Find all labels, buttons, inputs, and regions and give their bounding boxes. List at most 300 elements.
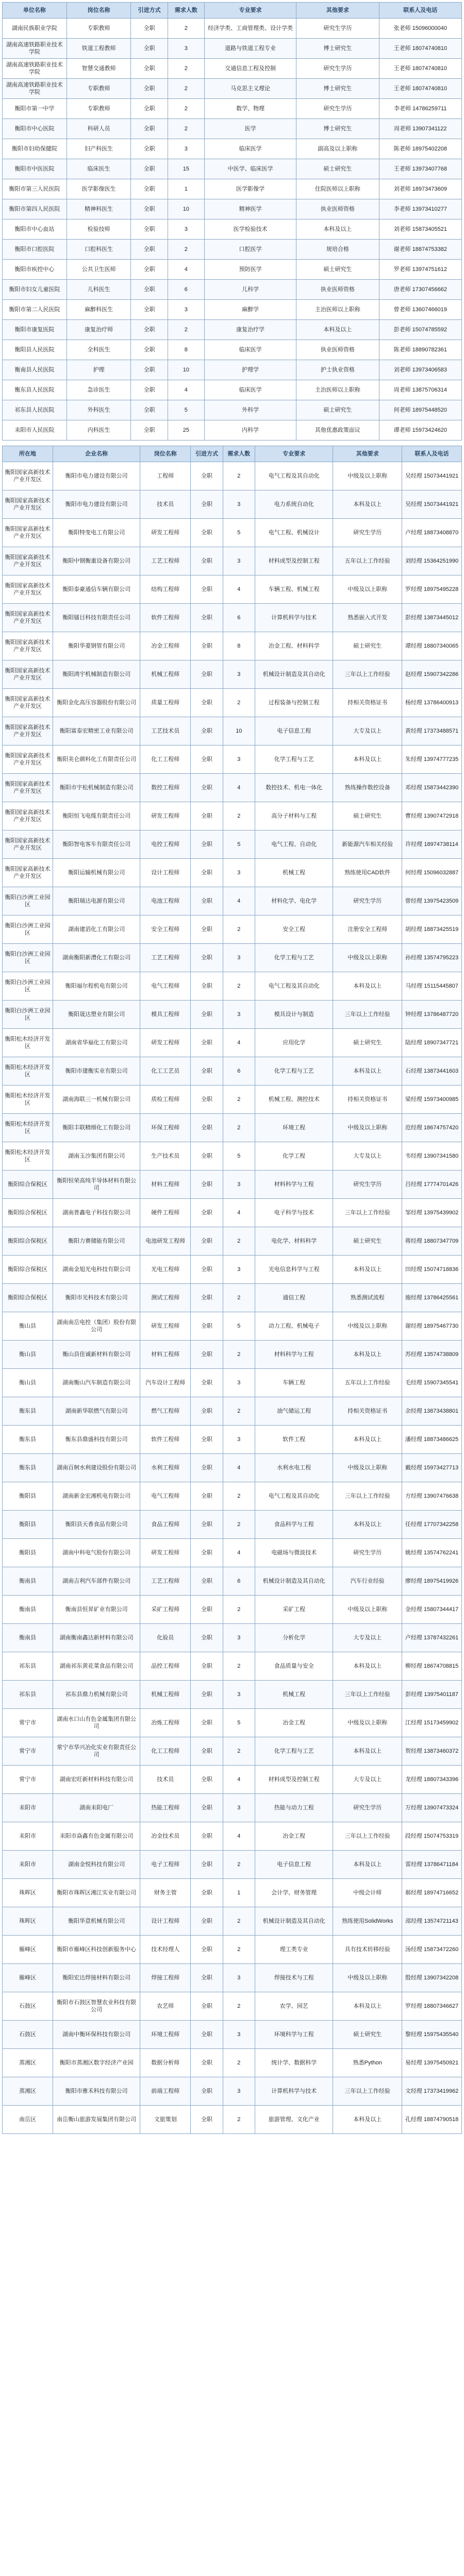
table-row — [3, 1794, 462, 1822]
table-cell: 衡东县 — [3, 1426, 53, 1454]
table-cell: 博士研究生 — [296, 119, 379, 139]
table-cell: 环境工程 — [255, 1114, 333, 1142]
table-cell: 2 — [223, 1341, 255, 1369]
table-cell: 陈老师 18975402208 — [379, 139, 461, 159]
table-cell: 邵经理 13574721143 — [402, 1907, 462, 1936]
table-cell: 衡阳国家高新技术产业开发区 — [3, 831, 53, 859]
table-row — [3, 1256, 462, 1284]
table-cell: 全职 — [131, 159, 168, 179]
table-cell: 3 — [223, 547, 255, 575]
table-cell: 全职 — [191, 1086, 223, 1114]
table-cell: 陆经理 18907347721 — [402, 1029, 462, 1057]
table-cell: 衡东县 — [3, 1397, 53, 1426]
table-cell: 祁东县人民医院 — [3, 400, 67, 420]
table-cell: 湖南高速铁路职业技术学院 — [3, 39, 67, 59]
table-cell: 研究生学历 — [333, 887, 402, 916]
table-cell: 常宁市 — [3, 1737, 53, 1766]
table-cell: 三年以上工作经验 — [333, 1482, 402, 1511]
table-cell: 材料科学与工程 — [255, 1341, 333, 1369]
table-cell: 化学工程与工艺 — [255, 745, 333, 774]
table-cell: 检验技师 — [67, 219, 131, 240]
table-cell: 全职 — [131, 300, 168, 320]
table-cell: 妇产科医生 — [67, 139, 131, 159]
table-cell: 设计工程师 — [140, 1907, 191, 1936]
table-cell: 本科及以上 — [333, 972, 402, 1001]
table-cell: 熟练使用CAD软件 — [333, 859, 402, 887]
table-cell: 朱经理 13974777235 — [402, 745, 462, 774]
table-cell: 3 — [223, 660, 255, 689]
table-cell: 衡阳美仑颜料化工有限责任公司 — [53, 745, 140, 774]
table-cell: 电池工程师 — [140, 887, 191, 916]
table-cell: 柳经理 18674708815 — [402, 1652, 462, 1681]
table-cell: 1 — [168, 179, 204, 199]
table-cell: 理工类专业 — [255, 1936, 333, 1964]
table-cell: 全职 — [191, 2049, 223, 2077]
table-cell: 副高及以上职称 — [296, 139, 379, 159]
table-cell: 湖南省华福化工有限公司 — [53, 1029, 140, 1057]
table-cell: 临床医学 — [205, 340, 296, 360]
table-cell: 衡阳市宇松机械制造有限公司 — [53, 774, 140, 802]
table-cell: 油气储运工程 — [255, 1397, 333, 1426]
table-cell: 2 — [168, 19, 204, 39]
table-cell: 化工工程师 — [140, 1737, 191, 1766]
table-cell: 全职 — [191, 1907, 223, 1936]
table-cell: 5 — [223, 1142, 255, 1171]
table-cell: 持相关资格证书 — [333, 689, 402, 717]
table-cell: 大专及以上 — [333, 717, 402, 745]
table-cell: 雁峰区 — [3, 1936, 53, 1964]
table-cell: 衡阳晟达塑业有限公司 — [53, 1001, 140, 1029]
table-cell: 持相关资格证书 — [333, 1397, 402, 1426]
table-cell: 前端工程师 — [140, 2077, 191, 2106]
table-cell: 冶金工程师 — [140, 632, 191, 660]
table-row — [3, 360, 462, 380]
table-cell: 衡阳华菱钢管有限公司 — [53, 632, 140, 660]
table-cell: 谢老师 18874753382 — [379, 240, 461, 260]
table-row — [3, 604, 462, 632]
table-cell: 常宁市华兴冶化实业有限责任公司 — [53, 1737, 140, 1766]
table-cell: 郝经理 18974716652 — [402, 1879, 462, 1907]
table-row — [3, 632, 462, 660]
table-cell: 衡阳县天香食品有限公司 — [53, 1511, 140, 1539]
table-cell: 4 — [168, 260, 204, 280]
table-cell: 研究生学历 — [333, 1539, 402, 1567]
table-row — [3, 1766, 462, 1794]
table-cell: 交通信息工程及控制 — [205, 59, 296, 79]
table-cell: 5 — [223, 831, 255, 859]
table-cell: 曾经理 13975423509 — [402, 887, 462, 916]
table-cell: 三年以上工作经验 — [333, 660, 402, 689]
column-header: 所在地 — [3, 446, 53, 462]
table-cell: 研究生学历 — [296, 59, 379, 79]
table-cell: 农学、园艺 — [255, 1992, 333, 2021]
column-header: 联系人及电话 — [402, 446, 462, 462]
table-cell: 采矿工程师 — [140, 1596, 191, 1624]
table-cell: 全职 — [191, 660, 223, 689]
table-cell: 雷经理 13786471184 — [402, 1851, 462, 1879]
table-cell: 衡阳国家高新技术产业开发区 — [3, 519, 53, 547]
table-row — [3, 420, 462, 440]
table-cell: 2 — [223, 1992, 255, 2021]
table-cell: 湖南衡阳新澧化工有限公司 — [53, 944, 140, 972]
table-cell: 衡阳国家高新技术产业开发区 — [3, 745, 53, 774]
table-cell: 口腔科医生 — [67, 240, 131, 260]
table-cell: 江经理 15173459902 — [402, 1709, 462, 1737]
table-cell: 数学、物理 — [205, 99, 296, 119]
table-row — [3, 1737, 462, 1766]
table-cell: 衡山县 — [3, 1341, 53, 1369]
table-row — [3, 490, 462, 519]
table-cell: 全职 — [191, 1624, 223, 1652]
table-row — [3, 831, 462, 859]
table-cell: 全职 — [191, 745, 223, 774]
table-cell: 大专及以上 — [333, 1624, 402, 1652]
table-cell: 中级及以上职称 — [333, 1454, 402, 1482]
table-cell: 本科及以上 — [333, 1426, 402, 1454]
table-cell: 衡南县 — [3, 1624, 53, 1652]
table-cell: 采矿工程 — [255, 1596, 333, 1624]
table-row — [3, 1511, 462, 1539]
table-cell: 全职 — [131, 179, 168, 199]
table-cell: 中级及以上职称 — [333, 575, 402, 604]
table-cell: 道路与铁道工程专业 — [205, 39, 296, 59]
table-cell: 研发工程师 — [140, 1312, 191, 1341]
table-cell: 大专及以上 — [333, 1766, 402, 1794]
table-cell: 临床医学 — [205, 380, 296, 400]
table-cell: 孔经理 18874790518 — [402, 2106, 462, 2134]
table-cell: 赵经理 15907342286 — [402, 660, 462, 689]
table-cell: 全职 — [191, 1001, 223, 1029]
table-cell: 全职 — [191, 1256, 223, 1284]
table-cell: 刘老师 15873405521 — [379, 219, 461, 240]
table-cell: 祁东县鼎力机械有限公司 — [53, 1681, 140, 1709]
table-cell: 珠晖区 — [3, 1907, 53, 1936]
table-cell: 临床医生 — [67, 159, 131, 179]
column-header: 专业要求 — [255, 446, 333, 462]
table-cell: 4 — [223, 887, 255, 916]
table-cell: 全职 — [191, 1369, 223, 1397]
table-cell: 衡阳恒荣高纯半导体材料有限公司 — [53, 1171, 140, 1199]
table-cell: 工艺工程师 — [140, 547, 191, 575]
table-cell: 计算机科学与技术 — [255, 604, 333, 632]
table-cell: 硕士研究生 — [333, 1029, 402, 1057]
table-row — [3, 1936, 462, 1964]
table-cell: 2 — [223, 1114, 255, 1142]
table-cell: 化工工艺员 — [140, 1057, 191, 1086]
table-cell: 测试工程师 — [140, 1284, 191, 1312]
table-cell: 衡阳国家高新技术产业开发区 — [3, 689, 53, 717]
table-cell: 衡阳市光科技术有限公司 — [53, 1284, 140, 1312]
table-cell: 光电信息科学与工程 — [255, 1256, 333, 1284]
table-cell: 技术经理人 — [140, 1936, 191, 1964]
table-cell: 3 — [223, 944, 255, 972]
table-row — [3, 1284, 462, 1312]
table-cell: 3 — [223, 1171, 255, 1199]
table-cell: 机械工程师 — [140, 1681, 191, 1709]
column-header: 引进方式 — [191, 446, 223, 462]
table-cell: 4 — [223, 1766, 255, 1794]
table-cell: 全职 — [191, 2077, 223, 2106]
table-row — [3, 1681, 462, 1709]
table-cell: 15 — [168, 159, 204, 179]
table-cell: 大专及以上 — [333, 1142, 402, 1171]
table-cell: 电气工程师 — [140, 1482, 191, 1511]
table-cell: 衡阳国家高新技术产业开发区 — [3, 490, 53, 519]
table-cell: 电磁场与微波技术 — [255, 1539, 333, 1567]
table-cell: 中级会计师 — [333, 1879, 402, 1907]
table-cell: 吕经理 17774701426 — [402, 1171, 462, 1199]
table-cell: 本科及以上 — [333, 2106, 402, 2134]
table-cell: 3 — [223, 859, 255, 887]
table-cell: 全职 — [191, 1284, 223, 1312]
table-cell: 会计学、财务管理 — [255, 1879, 333, 1907]
table-cell: 湖南衡山汽车制造有限公司 — [53, 1369, 140, 1397]
table-cell: 技术员 — [140, 490, 191, 519]
table-cell: 彭经理 13975401187 — [402, 1681, 462, 1709]
table-cell: 衡阳市蒸湘区数字经济产业园 — [53, 2049, 140, 2077]
table-cell: 材料工程师 — [140, 1171, 191, 1199]
table-cell: 持相关资格证书 — [333, 1086, 402, 1114]
table-cell: 6 — [223, 1567, 255, 1596]
table-cell: 本科及以上 — [333, 1652, 402, 1681]
table-cell: 5 — [223, 1709, 255, 1737]
table-cell: 湖南新金宏湘机电有限公司 — [53, 1482, 140, 1511]
table-cell: 儿科医生 — [67, 280, 131, 300]
table-cell: 数据分析师 — [140, 2049, 191, 2077]
table-cell: 中级及以上职称 — [333, 1114, 402, 1142]
table-cell: 衡阳国家高新技术产业开发区 — [3, 859, 53, 887]
table-row — [3, 340, 462, 360]
table-cell: 8 — [223, 632, 255, 660]
table-cell: 2 — [168, 320, 204, 340]
table-cell: 博士研究生 — [296, 39, 379, 59]
table-cell: 全职 — [191, 1652, 223, 1681]
table-cell: 中级及以上职称 — [333, 462, 402, 490]
table-cell: 熟悉Python — [333, 2049, 402, 2077]
table-cell: 水利工程师 — [140, 1454, 191, 1482]
table-cell: 全职 — [191, 632, 223, 660]
table-cell: 本科及以上 — [333, 1511, 402, 1539]
table-cell: 南岳区 — [3, 2106, 53, 2134]
table-cell: 毛经理 15907345541 — [402, 1369, 462, 1397]
table-row — [3, 887, 462, 916]
table-row — [3, 260, 462, 280]
table-cell: 研发工程师 — [140, 519, 191, 547]
column-header: 需求人数 — [168, 3, 204, 19]
table-cell: 设计工程师 — [140, 859, 191, 887]
table-cell: 4 — [223, 1454, 255, 1482]
table-cell: 全职 — [191, 604, 223, 632]
table-cell: 通信工程 — [255, 1284, 333, 1312]
table-cell: 石鼓区 — [3, 2021, 53, 2049]
table-cell: 环保工程师 — [140, 1114, 191, 1142]
table-cell: 机械工程师 — [140, 660, 191, 689]
table-cell: 衡阳市第四人民医院 — [3, 199, 67, 219]
table-cell: 湖南普鑫电子科技有限公司 — [53, 1199, 140, 1227]
table-cell: 衡阳运输机械有限公司 — [53, 859, 140, 887]
table-cell: 衡阳市第三人民医院 — [3, 179, 67, 199]
table-cell: 研发工程师 — [140, 802, 191, 831]
table-cell: 全职 — [191, 1596, 223, 1624]
table-cell: 安全工程 — [255, 916, 333, 944]
table-cell: 全职 — [191, 1397, 223, 1426]
table-cell: 蒋经理 18807347709 — [402, 1227, 462, 1256]
column-header: 岗位名称 — [67, 3, 131, 19]
table-cell: 专职教师 — [67, 99, 131, 119]
table-cell: 化学工程与工艺 — [255, 944, 333, 972]
table-cell: 祁东县 — [3, 1652, 53, 1681]
table-cell: 10 — [168, 199, 204, 219]
column-header: 其他要求 — [296, 3, 379, 19]
table-cell: 注册安全工程师 — [333, 916, 402, 944]
table-cell: 硕士研究生 — [333, 2021, 402, 2049]
table-cell: 材料化学、电化学 — [255, 887, 333, 916]
table-cell: 2 — [223, 462, 255, 490]
table-cell: 石鼓区 — [3, 1992, 53, 2021]
table-cell: 本科及以上 — [333, 1737, 402, 1766]
table-cell: 食品质量与安全 — [255, 1652, 333, 1681]
table-cell: 黄经理 17373488571 — [402, 717, 462, 745]
table-cell: 五年以上工作经验 — [333, 547, 402, 575]
table-cell: 硕士研究生 — [296, 400, 379, 420]
table-cell: 材料成型及控制工程 — [255, 547, 333, 575]
table-cell: 水利水电工程 — [255, 1454, 333, 1482]
table-cell: 汽车行业经验 — [333, 1567, 402, 1596]
table-cell: 3 — [223, 1256, 255, 1284]
table-cell: 全职 — [191, 1312, 223, 1341]
table-cell: 中级及以上职称 — [333, 1964, 402, 1992]
table-cell: 25 — [168, 420, 204, 440]
table-row — [3, 159, 462, 179]
table-cell: 衡阳白沙洲工业园区 — [3, 944, 53, 972]
table-cell: 医学检验技术 — [205, 219, 296, 240]
table-cell: 衡阳综合保税区 — [3, 1199, 53, 1227]
table-cell: 硕士研究生 — [333, 1227, 402, 1256]
table-row — [3, 1171, 462, 1199]
table-row — [3, 1709, 462, 1737]
table-cell: 中级及以上职称 — [333, 1596, 402, 1624]
table-cell: 衡阳市第一中学 — [3, 99, 67, 119]
table-cell: 临床医学 — [205, 139, 296, 159]
table-row — [3, 280, 462, 300]
table-cell: 衡阳市雁峰区科技创新服务中心 — [53, 1936, 140, 1964]
table-row — [3, 1822, 462, 1851]
table-cell: 三年以上工作经验 — [333, 1681, 402, 1709]
table-cell: 雁峰区 — [3, 1964, 53, 1992]
table-cell: 刘老师 13973406583 — [379, 360, 461, 380]
table-row — [3, 745, 462, 774]
table-cell: 衡阳福尔程机电有限公司 — [53, 972, 140, 1001]
table-cell: 3 — [223, 1964, 255, 1992]
table-cell: 统计学、数据科学 — [255, 2049, 333, 2077]
table-cell: 全职 — [191, 831, 223, 859]
table-cell: 电气工程及其自动化 — [255, 972, 333, 1001]
table-cell: 全职 — [131, 119, 168, 139]
table-cell: 王老师 13973407768 — [379, 159, 461, 179]
table-cell: 全职 — [191, 1029, 223, 1057]
table-cell: 衡阳力赛储能有限公司 — [53, 1227, 140, 1256]
table-cell: 医学影像医生 — [67, 179, 131, 199]
table-cell: 全职 — [131, 320, 168, 340]
table-cell: 贺经理 13873460372 — [402, 1737, 462, 1766]
table-cell: 三年以上工作经验 — [333, 1822, 402, 1851]
table-cell: 2 — [223, 1907, 255, 1936]
table-cell: 智慧交通教师 — [67, 59, 131, 79]
table-row — [3, 179, 462, 199]
table-cell: 经济学类、工商管理类、设计学类 — [205, 19, 296, 39]
table-cell: 熟练操作数控设备 — [333, 774, 402, 802]
table-cell: 食品科学与工程 — [255, 1511, 333, 1539]
table-cell: 衡阳市电力建设有限公司 — [53, 490, 140, 519]
table-cell: 全职 — [191, 547, 223, 575]
table-cell: 衡阳瑞达电源有限公司 — [53, 887, 140, 916]
table-cell: 田经理 15074718836 — [402, 1256, 462, 1284]
table-cell: 冶金技术员 — [140, 1822, 191, 1851]
table-cell: 模具设计与制造 — [255, 1001, 333, 1029]
table-cell: 孙经理 13574795223 — [402, 944, 462, 972]
table-cell: 2 — [168, 59, 204, 79]
table-cell: 杨经理 13786400913 — [402, 689, 462, 717]
table-cell: 3 — [223, 1624, 255, 1652]
table-cell: 衡阳县 — [3, 1539, 53, 1567]
table-cell: 邓经理 15873442390 — [402, 774, 462, 802]
table-cell: 研究生学历 — [333, 1171, 402, 1199]
table-cell: 3 — [223, 1681, 255, 1709]
table-cell: 任经理 17707342258 — [402, 1511, 462, 1539]
table-cell: 全职 — [191, 1936, 223, 1964]
table-cell: 2 — [223, 1086, 255, 1114]
table-cell: 衡阳市妇女儿童医院 — [3, 280, 67, 300]
table-cell: 本科及以上 — [333, 1057, 402, 1086]
table-cell: 新能源汽车相关经验 — [333, 831, 402, 859]
table-cell: 湖南新华联燃气有限公司 — [53, 1397, 140, 1426]
table-cell: 品控工程师 — [140, 1652, 191, 1681]
table-cell: 硕士研究生 — [296, 159, 379, 179]
table-cell: 2 — [168, 79, 204, 99]
table-cell: 中级及以上职称 — [333, 1312, 402, 1341]
table-cell: 机械设计制造及其自动化 — [255, 1567, 333, 1596]
table-cell: 硕士研究生 — [333, 802, 402, 831]
table-cell: 光电工程师 — [140, 1256, 191, 1284]
table-cell: 衡阳特变电工有限公司 — [53, 519, 140, 547]
table-cell: 数控工程师 — [140, 774, 191, 802]
table-cell: 全职 — [191, 1992, 223, 2021]
table-cell: 湖南中衡环保科技有限公司 — [53, 2021, 140, 2049]
table-cell: 科研人员 — [67, 119, 131, 139]
table-cell: 全职 — [191, 1766, 223, 1794]
table-cell: 材料科学与工程 — [255, 1171, 333, 1199]
table-cell: 麻醉科医生 — [67, 300, 131, 320]
table-cell: 衡山县 — [3, 1369, 53, 1397]
table-cell: 全职 — [131, 280, 168, 300]
table-cell: 医学 — [205, 119, 296, 139]
table-cell: 内科学 — [205, 420, 296, 440]
table-cell: 湖南南岳电控（集团）股份有限公司 — [53, 1312, 140, 1341]
table-cell: 衡阳松木经济开发区 — [3, 1086, 53, 1114]
table-cell: 刘经理 15364251990 — [402, 547, 462, 575]
institution-table-header — [3, 3, 462, 19]
table-cell: 韦经理 13907341580 — [402, 1142, 462, 1171]
table-cell: 2 — [223, 916, 255, 944]
table-cell: 三年以上工作经验 — [333, 1199, 402, 1227]
table-cell: 8 — [168, 340, 204, 360]
table-cell: 电力系统自动化 — [255, 490, 333, 519]
table-cell: 衡阳白沙洲工业园区 — [3, 1001, 53, 1029]
table-cell: 本科及以上 — [333, 490, 402, 519]
table-cell: 全职 — [131, 240, 168, 260]
table-row — [3, 547, 462, 575]
table-cell: 湖南衡南鑫达新材料有限公司 — [53, 1624, 140, 1652]
